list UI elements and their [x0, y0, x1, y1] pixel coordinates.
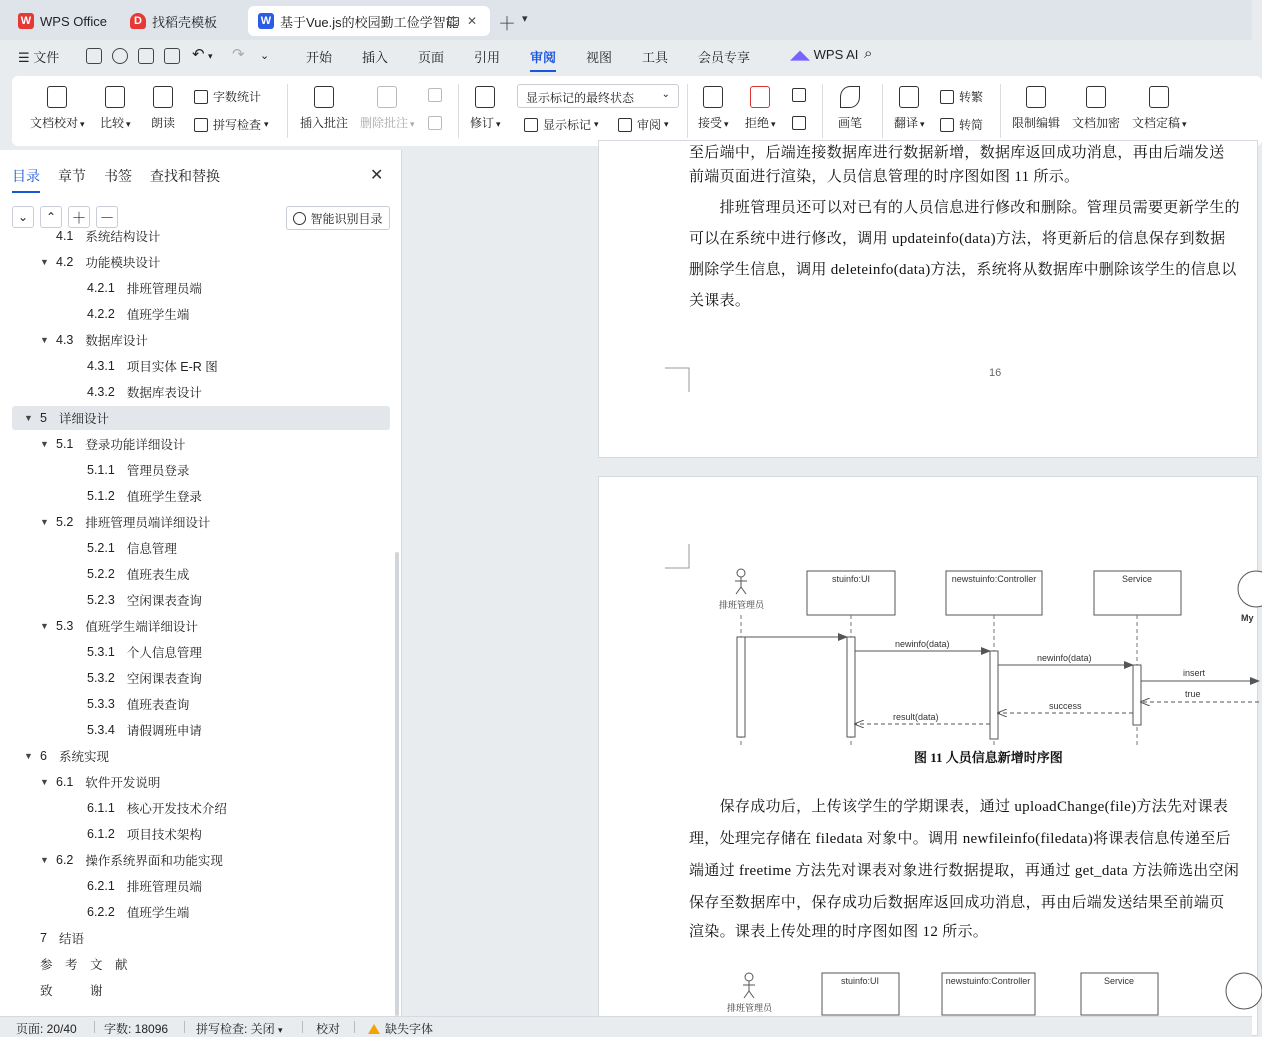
tab-wps-office[interactable]	[8, 6, 118, 36]
lifeline-label: stuinfo:UI	[840, 976, 880, 986]
accept-icon	[703, 86, 723, 108]
toc-item[interactable]	[12, 692, 390, 716]
close-icon[interactable]: ✕	[370, 167, 384, 184]
review-pane-label: 审阅	[637, 118, 662, 132]
chevron-down-icon: ▾	[594, 119, 599, 129]
toc-item-number: 5.1.1	[87, 463, 115, 477]
toc-item[interactable]	[12, 536, 390, 560]
toc-item-label: 值班学生端详细设计	[85, 620, 198, 634]
body-text-line: 保存成功后，上传该学生的学期课表，通过 uploadChange(file)方法先对课表	[689, 799, 1229, 815]
translate-label: 翻译	[894, 116, 919, 130]
toc-item[interactable]	[12, 926, 390, 950]
tab-current-document[interactable]	[248, 6, 490, 36]
next-change-icon	[792, 116, 806, 130]
toc-item[interactable]	[12, 796, 390, 820]
toc-item-label: 值班表查询	[126, 698, 190, 712]
word-count-icon	[194, 90, 208, 104]
tab-label: 基于Vue.js的校园勤工俭学智能	[280, 14, 459, 30]
toc-item-label: 登录功能详细设计	[85, 438, 186, 452]
next-change-button[interactable]	[792, 116, 811, 130]
plus-icon: ＋	[71, 209, 87, 227]
toc-item-number: 5.1	[56, 437, 74, 451]
previous-change-icon	[792, 88, 806, 102]
previous-change-button[interactable]	[792, 88, 811, 102]
toc-item[interactable]	[12, 640, 390, 664]
previous-comment-button[interactable]	[428, 88, 447, 102]
chevron-down-icon: ▾	[920, 119, 925, 129]
restrict-edit-label: 限制编辑	[1012, 116, 1061, 130]
actor-label: 排班管理员	[727, 1003, 773, 1013]
undo-dropdown-icon[interactable]: ▾	[208, 51, 213, 61]
toc-item[interactable]	[12, 406, 390, 430]
chevron-down-icon: ⌄	[17, 210, 29, 224]
toc-item[interactable]	[12, 848, 390, 872]
menu-review[interactable]: 审阅	[530, 47, 556, 66]
menu-view[interactable]: 视图	[586, 50, 613, 65]
message-label: newinfo(data)	[895, 639, 950, 649]
toc-item[interactable]	[12, 588, 390, 612]
toc-item-label: 功能模块设计	[85, 256, 161, 270]
ribbon-separator	[882, 84, 883, 138]
spell-check-label: 拼写检查	[213, 118, 262, 132]
smart-toc-label: 智能识别目录	[310, 211, 383, 226]
chevron-down-icon: ▾	[80, 119, 85, 129]
toc-item[interactable]	[12, 952, 390, 976]
toc-item-number: 5.2.2	[87, 567, 115, 581]
previous-comment-icon	[428, 88, 442, 102]
toc-item-label: 排班管理员端	[126, 880, 202, 894]
translate-icon	[899, 86, 919, 108]
document-page	[598, 140, 1258, 458]
toc-item[interactable]	[12, 250, 390, 274]
document-page	[598, 476, 1258, 1036]
toc-item-label: 致 谢	[40, 984, 103, 998]
menu-insert[interactable]: 插入	[362, 50, 389, 65]
toc-item-number: 4.3	[56, 333, 74, 347]
wps-ai-label: WPS AI	[813, 47, 859, 62]
print-preview-icon[interactable]	[164, 48, 180, 64]
toc-item-number: 4.3.2	[87, 385, 115, 399]
review-ribbon	[12, 76, 1262, 146]
docer-icon: D	[130, 13, 146, 29]
toc-item-label: 值班表生成	[126, 568, 190, 582]
toc-item-number: 5	[40, 411, 47, 425]
toc-item[interactable]	[12, 718, 390, 742]
lifeline-label: newstuinfo:Controller	[945, 976, 1031, 986]
toc-item-label: 数据库表设计	[126, 386, 202, 400]
spell-check-status-label: 拼写检查: 关闭	[196, 1022, 275, 1036]
toc-item-label: 参 考 文 献	[40, 958, 128, 972]
finalize-button[interactable]	[1132, 86, 1187, 131]
wps-ai-button[interactable]	[790, 47, 858, 63]
translate-button[interactable]	[894, 86, 925, 131]
sequence-diagram-figure-11	[699, 567, 1259, 757]
accept-button[interactable]	[698, 86, 729, 131]
body-text-line: 排班管理员还可以对已有的人员信息进行修改和删除。管理员需要更新学生的	[689, 200, 1240, 216]
toc-item-number: 4.3.1	[87, 359, 115, 373]
expand-arrow-icon[interactable]: ▼	[40, 621, 49, 631]
toc-item[interactable]	[12, 900, 390, 924]
expand-arrow-icon[interactable]: ▼	[40, 439, 49, 449]
ribbon-separator	[287, 84, 288, 138]
print-icon[interactable]	[138, 48, 154, 64]
file-menu-label: 文件	[33, 50, 60, 65]
proofread-icon	[47, 86, 67, 108]
word-count-button[interactable]	[194, 88, 261, 105]
to-simplified-label: 转简	[959, 118, 984, 132]
chevron-down-icon: ▾	[278, 1025, 283, 1035]
body-text-line: 前端页面进行渲染，人员信息管理的时序图如图 11 所示。	[689, 169, 1080, 185]
pen-icon	[840, 86, 860, 108]
status-bar	[0, 1016, 1252, 1036]
compare-icon	[105, 86, 125, 108]
spell-check-button[interactable]	[194, 116, 269, 133]
toc-item-number: 5.2.3	[87, 593, 115, 607]
ink-button[interactable]	[838, 86, 862, 131]
chevron-down-icon: ▾	[496, 119, 501, 129]
toc-item-label: 核心开发技术介绍	[126, 802, 227, 816]
toc-item[interactable]	[12, 770, 390, 794]
expand-arrow-icon[interactable]: ▼	[40, 257, 49, 267]
toc-item-label: 值班学生登录	[126, 490, 202, 504]
database-lifeline-icon	[1238, 571, 1262, 607]
menu-home[interactable]: 开始	[306, 50, 333, 65]
toc-item-label: 数据库设计	[85, 334, 148, 348]
toc-item-label: 项目技术架构	[126, 828, 202, 842]
toc-item-label: 信息管理	[126, 542, 177, 556]
toc-item[interactable]	[12, 562, 390, 586]
toc-item[interactable]	[12, 978, 390, 1002]
database-lifeline-icon	[1226, 973, 1262, 1009]
actor-figure	[743, 973, 755, 998]
tab-docer-templates[interactable]	[120, 6, 244, 36]
nav-tab-find-replace[interactable]: 查找和替换	[150, 168, 220, 184]
toc-item-number: 5.3.2	[87, 671, 115, 685]
toc-item[interactable]	[12, 380, 390, 404]
expand-arrow-icon[interactable]: ▼	[24, 751, 33, 761]
window-tab-bar	[0, 0, 1252, 40]
toc-item-number: 6.1	[56, 775, 74, 789]
body-text-line: 端通过 freetime 方法先对课表对象进行数据提取，再通过 get_data 方法筛选出空闲	[689, 863, 1240, 879]
ink-label: 画笔	[838, 116, 863, 130]
spell-check-icon	[194, 118, 208, 132]
toc-item[interactable]	[12, 302, 390, 326]
page-indicator[interactable]: 页面: 20/40	[16, 1022, 77, 1036]
toc-item-label: 值班学生端	[126, 906, 190, 920]
finalize-label: 文档定稿	[1132, 116, 1181, 130]
encrypt-button[interactable]	[1072, 86, 1120, 131]
proofread-button[interactable]	[30, 86, 85, 131]
wps-logo-icon: W	[18, 13, 34, 29]
ribbon-separator	[822, 84, 823, 138]
word-doc-icon: W	[258, 13, 274, 29]
toc-item-number: 4.1	[56, 229, 74, 243]
lock-document-icon	[1026, 86, 1046, 108]
smart-toc-icon	[293, 212, 306, 225]
read-aloud-label: 朗读	[151, 116, 176, 130]
lifeline-label: newstuinfo:Controller	[951, 574, 1037, 584]
track-changes-button[interactable]	[470, 86, 501, 131]
show-markup-label: 显示标记	[543, 118, 592, 132]
toc-item-label: 软件开发说明	[85, 776, 161, 790]
accept-label: 接受	[698, 116, 723, 130]
delete-comment-icon	[377, 86, 397, 108]
message-label: success	[1049, 701, 1082, 711]
undo-icon[interactable]: ↶	[192, 46, 205, 63]
message-label: result(data)	[893, 712, 939, 722]
simplified-icon	[940, 118, 954, 132]
lifeline-label: Service	[1121, 574, 1153, 584]
toc-item-number: 5.1.2	[87, 489, 115, 503]
warning-icon	[368, 1024, 380, 1034]
toc-item-label: 系统结构设计	[85, 230, 161, 244]
toc-item[interactable]	[12, 666, 390, 690]
lifeline-label: My	[1241, 613, 1254, 623]
menu-page[interactable]: 页面	[418, 50, 445, 65]
message-label: newinfo(data)	[1037, 653, 1092, 663]
body-text-line: 可以在系统中进行修改，调用 updateinfo(data)方法，将更新后的信息保存到数据	[689, 231, 1226, 247]
track-changes-label: 修订	[470, 116, 495, 130]
toc-item[interactable]	[12, 614, 390, 638]
show-markup-icon	[524, 118, 538, 132]
display-state-value: 显示标记的最终状态	[526, 91, 635, 105]
review-pane-icon	[618, 118, 632, 132]
chevron-up-icon: ⌃	[45, 210, 57, 224]
tab-list-chevron-icon[interactable]: ▾	[522, 13, 528, 25]
actor-label: 排班管理员	[719, 600, 765, 610]
toc-item-number: 6.1.2	[87, 827, 115, 841]
ribbon-separator	[1000, 84, 1001, 138]
missing-font-label: 缺失字体	[385, 1022, 434, 1036]
share-icon[interactable]	[112, 48, 128, 64]
toc-item[interactable]	[12, 510, 390, 534]
toc-item-label: 排班管理员端详细设计	[85, 516, 211, 530]
minus-icon: －	[99, 209, 115, 227]
chevron-down-icon: ▾	[724, 119, 729, 129]
chevron-down-icon: ▾	[664, 119, 669, 129]
toc-item-number: 5.3.3	[87, 697, 115, 711]
expand-arrow-icon[interactable]: ▼	[40, 855, 49, 865]
redo-icon[interactable]: ↷	[232, 46, 245, 63]
lifeline-label: Service	[1103, 976, 1135, 986]
display-state-select[interactable]	[517, 84, 679, 108]
nav-tab-toc[interactable]: 目录	[12, 168, 40, 184]
nav-tab-sections[interactable]: 章节	[58, 168, 86, 184]
toc-item-label: 空闲课表查询	[126, 672, 202, 686]
wps-ai-icon: ◢◣	[790, 47, 810, 62]
new-tab-button[interactable]: ＋	[498, 14, 516, 34]
traditional-icon	[940, 90, 954, 104]
word-count-label: 字数统计	[213, 90, 262, 104]
restrict-edit-button[interactable]	[1012, 86, 1060, 131]
menu-references[interactable]: 引用	[474, 50, 501, 65]
chevron-down-icon: ▾	[126, 119, 131, 129]
menu-tools[interactable]: 工具	[642, 50, 669, 65]
quick-access-more-icon[interactable]: ⌄	[260, 50, 270, 62]
toc-item-number: 6.2.1	[87, 879, 115, 893]
insert-comment-label: 插入批注	[300, 116, 349, 130]
word-count-indicator[interactable]: 字数: 18096	[104, 1022, 169, 1036]
toc-item-label: 系统实现	[58, 750, 109, 764]
page-corner-mark	[665, 544, 689, 568]
toc-item[interactable]	[12, 744, 390, 768]
status-divider	[94, 1021, 95, 1033]
chevron-down-icon: ▾	[1182, 119, 1187, 129]
body-text-line: 理，处理完存储在 filedata 对象中。调用 newfileinfo(filedata)将课表信息传递至后	[689, 831, 1231, 847]
save-icon[interactable]	[86, 48, 102, 64]
actor-figure	[735, 569, 747, 594]
review-pane-button[interactable]	[618, 116, 669, 133]
missing-font-status[interactable]	[368, 1020, 433, 1037]
toc-list	[0, 229, 395, 1016]
close-tab-icon[interactable]: ✕	[467, 14, 478, 28]
proofread-label: 文档校对	[30, 116, 79, 130]
to-traditional-label: 转繁	[959, 90, 984, 104]
insert-comment-button[interactable]	[300, 86, 348, 131]
message-label: true	[1185, 689, 1201, 699]
reject-icon	[750, 86, 770, 108]
expand-arrow-icon[interactable]: ▼	[40, 335, 49, 345]
nav-scrollbar[interactable]	[395, 552, 399, 1016]
body-text-line: 关课表。	[689, 293, 751, 309]
toc-item[interactable]	[12, 354, 390, 378]
toc-item[interactable]	[12, 328, 390, 352]
lifeline-label: stuinfo:UI	[831, 574, 871, 584]
navigation-pane	[0, 150, 402, 1016]
compare-button[interactable]	[100, 86, 131, 131]
toc-item-number: 7	[40, 931, 47, 945]
toc-item-number: 5.3.4	[87, 723, 115, 737]
document-canvas	[403, 145, 1254, 1016]
insert-comment-icon	[314, 86, 334, 108]
toc-item-number: 5.3.1	[87, 645, 115, 659]
figure-caption: 图 11 人员信息新增时序图	[914, 750, 1063, 765]
delete-comment-label: 删除批注	[360, 116, 409, 130]
track-changes-icon	[475, 86, 495, 108]
body-text-line: 渲染。课表上传处理的时序图如图 12 所示。	[689, 924, 989, 940]
expand-arrow-icon[interactable]: ▼	[40, 517, 49, 527]
expand-arrow-icon[interactable]: ▼	[24, 413, 33, 423]
page-corner-mark	[665, 368, 689, 392]
toc-item-label: 空闲课表查询	[126, 594, 202, 608]
toc-item-number: 6.2.2	[87, 905, 115, 919]
status-divider	[354, 1021, 355, 1033]
toc-item-label: 请假调班申请	[126, 724, 202, 738]
next-comment-icon	[428, 116, 442, 130]
reject-button[interactable]	[745, 86, 776, 131]
toc-item-label: 操作系统界面和功能实现	[85, 854, 223, 868]
toc-item[interactable]	[12, 484, 390, 508]
chevron-down-icon: ▾	[410, 119, 415, 129]
toc-item-label: 个人信息管理	[126, 646, 202, 660]
chevron-down-icon: ▾	[264, 119, 269, 129]
toc-item-number: 4.2	[56, 255, 74, 269]
body-text-line: 删除学生信息，调用 deleteinfo(data)方法，系统将从数据库中删除该学生的信息以	[689, 262, 1237, 278]
toc-item-label: 管理员登录	[126, 464, 190, 478]
menu-bar	[0, 40, 1252, 72]
ribbon-separator	[687, 84, 688, 138]
to-traditional-button[interactable]	[940, 88, 983, 105]
toc-item-number: 4.2.2	[87, 307, 115, 321]
tab-label: WPS Office	[40, 13, 107, 29]
encrypt-label: 文档加密	[1072, 116, 1121, 130]
search-icon[interactable]: ⌕	[864, 45, 873, 62]
monitor-icon	[448, 17, 459, 26]
chevron-down-icon: ▾	[771, 119, 776, 129]
toc-item[interactable]	[12, 224, 390, 248]
proofread-status[interactable]: 校对	[316, 1022, 341, 1036]
compare-label: 比较	[100, 116, 125, 130]
toc-item-number: 6	[40, 749, 47, 763]
reject-label: 拒绝	[745, 116, 770, 130]
toc-item[interactable]	[12, 874, 390, 898]
toc-item[interactable]	[12, 458, 390, 482]
file-menu[interactable]: ☰ 文件	[18, 50, 60, 65]
delete-comment-button[interactable]	[360, 86, 415, 131]
toc-item-number: 5.3	[56, 619, 74, 633]
to-simplified-button[interactable]	[940, 116, 983, 133]
status-divider	[302, 1021, 303, 1033]
menu-member[interactable]: 会员专享	[698, 50, 751, 65]
toc-item-number: 5.2.1	[87, 541, 115, 555]
encrypt-document-icon	[1086, 86, 1106, 108]
toc-item-label: 结语	[58, 932, 84, 946]
chevron-down-icon: ⌄	[661, 89, 670, 100]
toc-item-label: 项目实体 E-R 图	[126, 360, 218, 374]
nav-tab-bookmarks[interactable]: 书签	[104, 168, 132, 184]
spell-check-status[interactable]	[196, 1020, 283, 1037]
sequence-diagram-figure-12	[699, 971, 1259, 1021]
toc-item-number: 6.2	[56, 853, 74, 867]
finalize-document-icon	[1149, 86, 1169, 108]
body-text-line: 至后端中，后端连接数据库进行数据新增，数据库返回成功消息，再由后端发送	[689, 145, 1225, 161]
toc-item[interactable]	[12, 276, 390, 300]
ribbon-separator	[458, 84, 459, 138]
expand-arrow-icon[interactable]: ▼	[40, 777, 49, 787]
toc-item-label: 值班学生端	[126, 308, 190, 322]
read-aloud-button[interactable]	[151, 86, 175, 131]
page-number: 16	[989, 367, 1002, 379]
toc-item-label: 排班管理员端	[126, 282, 202, 296]
tab-label: 找稻壳模板	[152, 14, 218, 30]
status-divider	[184, 1021, 185, 1033]
body-text-line: 保存至数据库中，保存成功后数据库返回成功消息，再由后端发送结果至前端页	[689, 895, 1225, 911]
toc-item-number: 4.2.1	[87, 281, 115, 295]
message-label: insert	[1183, 668, 1206, 678]
show-markup-button[interactable]	[524, 116, 599, 133]
next-comment-button[interactable]	[428, 116, 447, 130]
read-aloud-icon	[153, 86, 173, 108]
toc-item[interactable]	[12, 822, 390, 846]
toc-item-number: 6.1.1	[87, 801, 115, 815]
toc-item-number: 5.2	[56, 515, 74, 529]
toc-item-label: 详细设计	[58, 412, 109, 426]
toc-item[interactable]	[12, 432, 390, 456]
